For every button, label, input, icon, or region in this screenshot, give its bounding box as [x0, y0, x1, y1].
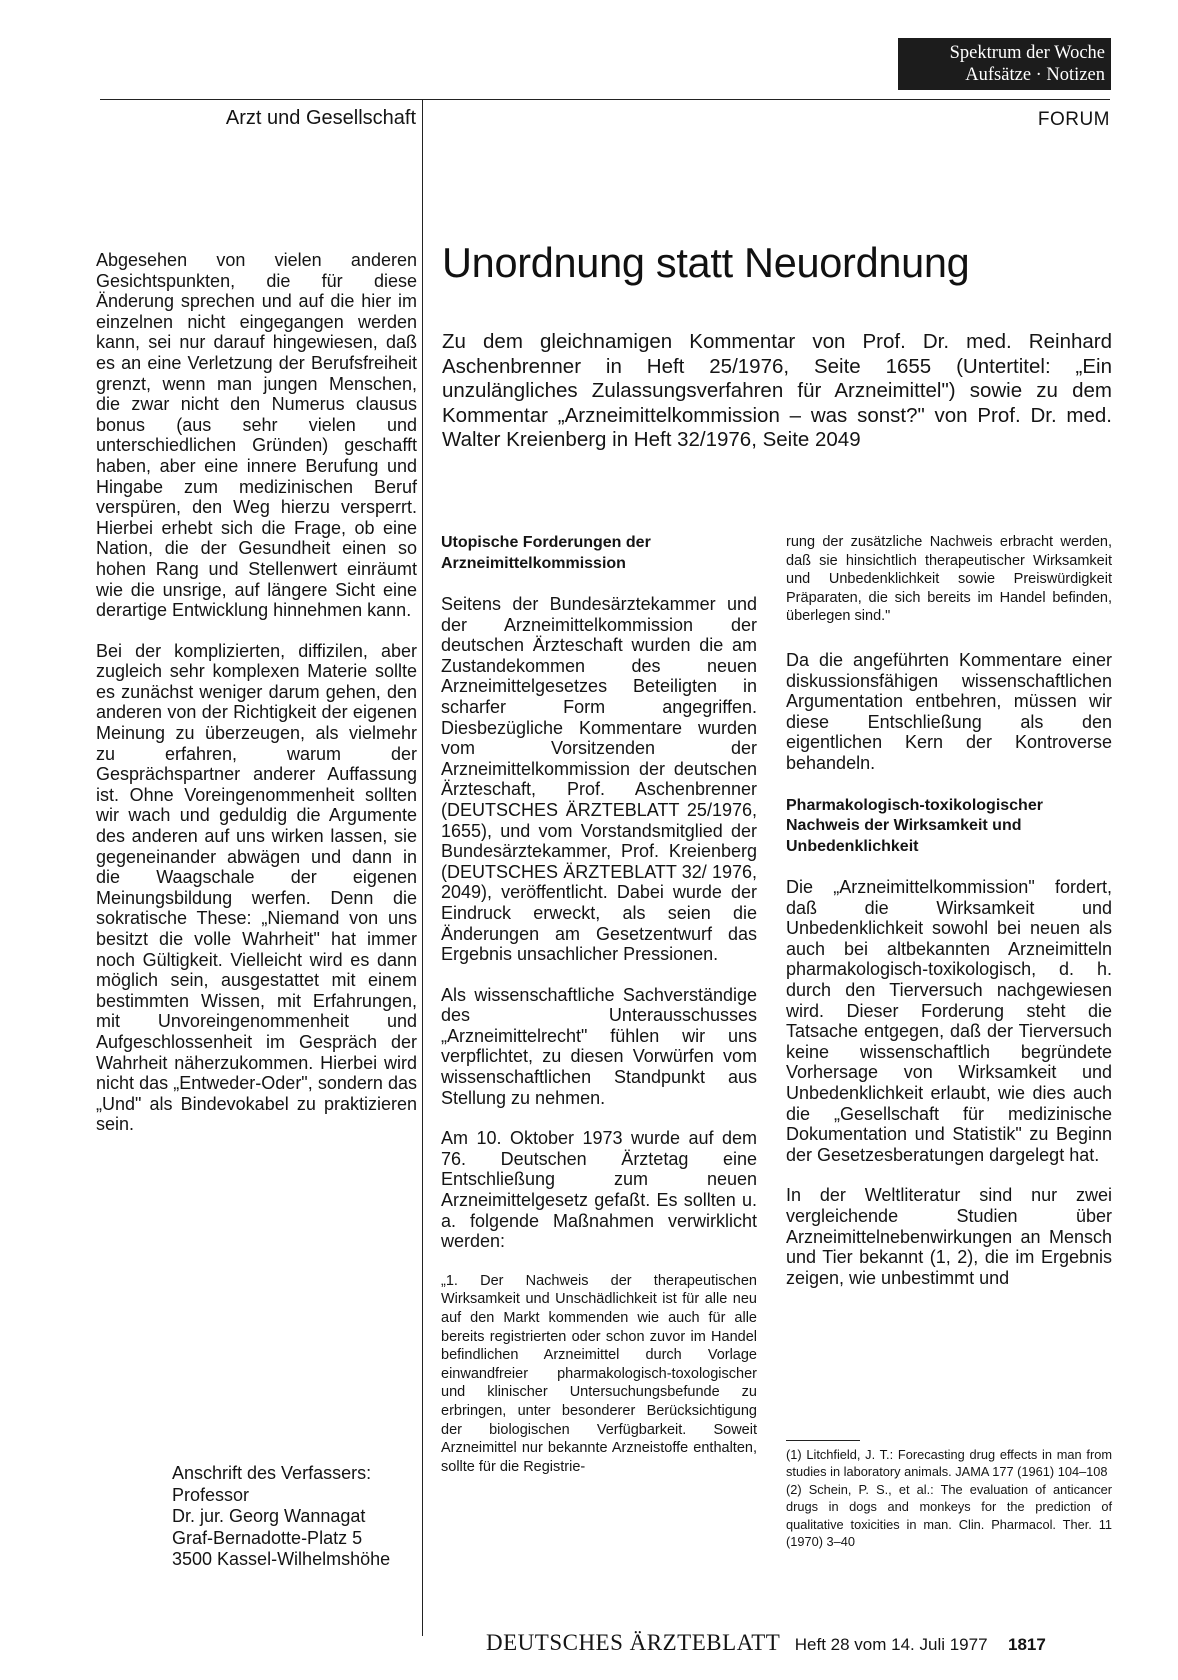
issue-info: Heft 28 vom 14. Juli 1977: [794, 1635, 988, 1654]
column-divider: [422, 99, 423, 1636]
resolution-quote: „1. Der Nachweis der therapeutischen Wirksamkeit und Unschädlichkeit ist für alle neu auf den Markt kommenden wie auch für alle bereits registrierten oder schon zuvor im Handel befindlichen Arzneimittel durch Vorlage einwandfreier pharmakologisch-toxologischer und klinischer Untersuchungsbefunde zu erbringen, unter besonderer Berücksichtigung der biologischen Verfügbarkeit. Soweit Arzneimittel nur bekannte Arzneistoffe enthalten, sollte für die Registrie-: [441, 1272, 757, 1475]
right-paragraph-2: Die „Arzneimittelkommission" fordert, daß die Wirksamkeit und Unbedenklichkeit sowohl bei neuen als auch bei altbekannten Arzneimitteln pharmakologisch-toxikologisch, d. h. durch den Tierversuch nachgewiesen wird. Dieser Forderung steht die Tatsache entgegen, daß der Tierversuch keine wissenschaftlich begründete Vorhersage von Wirksamkeit und Unbedenklichkeit erlaubt, wie dies auch die „Gesellschaft für medizinische Dokumentation und Statistik" zu Beginn der Gesetzesberatungen dargelegt hat.: [786, 877, 1112, 1165]
forum-label: FORUM: [1037, 109, 1110, 130]
footnote-1: (1) Litchfield, J. T.: Forecasting drug effects in man from studies in laboratory animals. JAMA 177 (1961) 104–108: [786, 1447, 1112, 1480]
header-rule: [100, 99, 1110, 100]
middle-paragraph-3: Am 10. Oktober 1973 wurde auf dem 76. Deutschen Ärztetag eine Entschließung zum neuen Arzneimittelgesetz gefaßt. Es sollten u. a. folgende Maßnahmen verwirklicht werden:: [441, 1128, 757, 1252]
page-number: 1817: [1008, 1635, 1046, 1654]
footnote-2: (2) Schein, P. S., et al.: The evaluation of anticancer drugs in dogs and monkeys for the prediction of qualitative toxicities in man. Clin. Pharmacol. Ther. 11 (1970) 3–40: [786, 1481, 1112, 1550]
author-address: [172, 1463, 412, 1571]
page-footer: [486, 1630, 1046, 1656]
right-heading: Pharmakologisch-toxikologischer Nachweis der Wirksamkeit und Unbedenklichkeit: [786, 796, 1043, 855]
article-title: Unordnung statt Neuordnung: [442, 239, 970, 286]
address-line-1: Anschrift des Verfassers:: [172, 1463, 372, 1483]
badge-line-2: Aufsätze · Notizen: [965, 65, 1105, 85]
right-paragraph-3: In der Weltliteratur sind nur zwei vergleichende Studien über Arzneimittelnebenwirkungen an Mensch und Tier bekannt (1, 2), die im Ergebnis zeigen, wie unbestimmt und: [786, 1185, 1112, 1288]
left-paragraph-2: Bei der komplizierten, diffizilen, aber zugleich sehr komplexen Materie sollte es zunächst weniger darum gehen, den anderen von der Richtigkeit der eigenen Meinung zu überzeugen, als vielmehr zu erfahren, warum der Gesprächspartner anderer Auffassung ist. Ohne Voreingenommenheit sollten wir wach und geduldig die Argumente des anderen auf uns wirken lassen, sie gegeneinander abwägen und dann in die Waagschale der eigenen Meinungsbildung werfen. Denn die sokratische These: „Niemand von uns besitzt die volle Wahrheit" hat immer noch Gültigkeit. Vielleicht wird es dann möglich sein, ausgestattet mit einem bestimmten Wissen, mit Erfahrungen, mit Unvoreingenommenheit und Aufgeschlossenheit im Gespräch der Wahrheit näherzukommen. Hierbei wird nicht das „Entweder-Oder", sondern das „Und" als Bindevokabel zu praktizieren sein.: [96, 640, 417, 1135]
address-line-4: Graf-Bernadotte-Platz 5: [172, 1527, 363, 1548]
article-subtitle: Zu dem gleichnamigen Kommentar von Prof. Dr. med. Reinhard Aschenbrenner in Heft 25/1976, Seite 1655 (Untertitel: „Ein unzulängliches Zulassungsverfahren für Arzneimittel") sowie zu dem Kommentar „Arzneimittelkommission – was sonst?" von Prof. Dr. med. Walter Kreienberg in Heft 32/1976, Seite 2049: [442, 330, 1112, 451]
footnotes: [786, 1446, 1112, 1550]
section-badge: [898, 38, 1111, 90]
middle-paragraph-2: Als wissenschaftliche Sachverständige des Unterausschusses „Arzneimittelrecht" fühlen wir uns verpflichtet, zu diesen Vorwürfen vom wissenschaftlichen Standpunkt aus Stellung zu nehmen.: [441, 984, 757, 1108]
quote-continuation: rung der zusätzliche Nachweis erbracht werden, daß sie hinsichtlich therapeutischer Wirksamkeit und Unbedenklichkeit sowie Preiswürdigkeit Präparaten, die sich bereits im Handel befinden, überlegen sind.": [786, 534, 1112, 625]
section-label: Arzt und Gesellschaft: [225, 107, 416, 129]
left-column: [96, 250, 417, 1155]
right-column: [786, 533, 1112, 1308]
address-line-5: 3500 Kassel-Wilhelmshöhe: [172, 1549, 391, 1570]
address-line-3: Dr. jur. Georg Wannagat: [172, 1506, 366, 1527]
footnote-rule: [786, 1440, 860, 1441]
badge-line-1: Spektrum der Woche: [949, 43, 1105, 63]
left-paragraph-1: Abgesehen von vielen anderen Gesichtspunkten, die für diese Änderung sprechen und auf die hier im einzelnen nicht eingegangen werden kann, sei nur darauf hingewiesen, daß es an eine Verletzung der Berufsfreiheit grenzt, wenn man jungen Menschen, die zwar nicht den Numerus clausus bonus (aus sehr vielen und unterschiedlichen Gründen) geschafft haben, aber eine innere Berufung und Hingabe zum medizinischen Beruf verspüren, den Weg hierzu versperrt. Hierbei erhebt sich die Frage, ob eine Nation, die der Gesundheit einen so hohen Rang und Stellenwert einräumt wie die unsrige, auf längere Sicht eine derartige Entwicklung hinnehmen kann.: [96, 250, 417, 621]
right-paragraph-1: Da die angeführten Kommentare einer diskussionsfähigen wissenschaftlichen Argumentation entbehren, müssen wir diese Entschließung als den eigentlichen Kern der Kontroverse behandeln.: [786, 649, 1112, 773]
journal-name: DEUTSCHES ÄRZTEBLATT: [486, 1630, 781, 1655]
middle-paragraph-1: Seitens der Bundesärztekammer und der Arzneimittelkommission der deutschen Ärzteschaft wurden die am Zustandekommen des neuen Arzneimittelgesetzes Beteiligten in scharfer Form angegriffen. Diesbezügliche Kommentare wurden vom Vorsitzenden der Arzneimittelkommission der deutschen Ärzteschaft, Prof. Aschenbrenner (DEUTSCHES ÄRZTEBLATT 25/1976, 1655), und vom Vorstandsmitglied der Bundesärztekammer, Prof. Kreienberg (DEUTSCHES ÄRZTEBLATT 32/ 1976, 2049), veröffentlicht. Dabei wurde der Eindruck erweckt, als seien die Änderungen am Gesetzentwurf das Ergebnis unsachlicher Pressionen.: [441, 594, 757, 965]
middle-heading: Utopische Forderungen der Arzneimittelkommission: [441, 534, 651, 572]
middle-column: [441, 533, 757, 1476]
address-line-2: Professor: [172, 1484, 250, 1505]
